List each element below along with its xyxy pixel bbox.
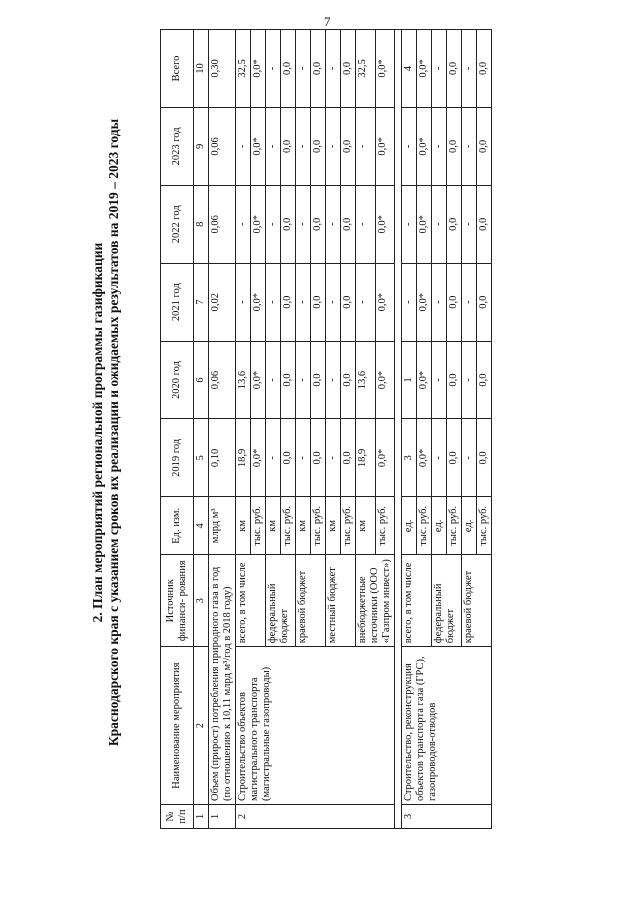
col-number: 10 (194, 30, 209, 108)
unit-cell: км (356, 497, 376, 555)
unit-cell: тыс. руб. (281, 497, 296, 555)
value-cell: - (266, 419, 281, 497)
value-cell: 0,0 (341, 263, 356, 341)
value-cell: 0,10 (209, 419, 236, 497)
header-2021: 2021 год (161, 263, 194, 341)
value-cell: 0,0* (417, 30, 432, 108)
header-unit: Ед. изм. (161, 497, 194, 555)
unit-cell: тыс. руб. (341, 497, 356, 555)
unit-cell: тыс. руб. (447, 497, 462, 555)
unit-cell: км (326, 497, 341, 555)
value-cell: 0,0 (447, 419, 462, 497)
value-cell: 0,0 (477, 107, 492, 185)
value-cell: 0,0* (251, 419, 266, 497)
row-separator (395, 30, 402, 829)
page-number: 7 (324, 14, 331, 29)
value-cell: 0,0 (281, 30, 296, 108)
unit-cell: тыс. руб. (251, 497, 266, 555)
row-number: 2 (236, 805, 395, 829)
value-cell: - (462, 30, 477, 108)
col-number: 6 (194, 341, 209, 419)
value-cell: - (356, 107, 376, 185)
value-cell: 0,30 (209, 30, 236, 108)
col-number: 9 (194, 107, 209, 185)
funding-source: всего, в том числе (402, 555, 432, 647)
value-cell: - (356, 185, 376, 263)
value-cell: 0,0* (251, 30, 266, 108)
value-cell: - (326, 419, 341, 497)
value-cell: - (432, 419, 447, 497)
funding-source: внебюджетные источники (ООО «Газпром инвест») (356, 555, 395, 647)
value-cell: 0,0 (281, 263, 296, 341)
row2-group (236, 30, 395, 829)
value-cell: 0,0* (375, 107, 395, 185)
value-cell: 18,9 (236, 419, 251, 497)
unit-cell: км (266, 497, 281, 555)
value-cell: 0,0 (341, 419, 356, 497)
value-cell: 0,0 (311, 263, 326, 341)
value-cell: - (432, 185, 447, 263)
document-title: 2. План мероприятий региональной программы газификации (90, 242, 105, 623)
value-cell: - (432, 30, 447, 108)
unit-cell: млрд м³ (209, 497, 236, 555)
col-number: 5 (194, 419, 209, 497)
value-cell: - (462, 107, 477, 185)
header-row (161, 30, 194, 829)
value-cell: - (266, 185, 281, 263)
value-cell: 0,0 (341, 185, 356, 263)
value-cell: 0,0 (281, 341, 296, 419)
unit-cell: тыс. руб. (477, 497, 492, 555)
value-cell: 0,0 (281, 107, 296, 185)
value-cell: - (402, 107, 417, 185)
value-cell: 0,0* (251, 263, 266, 341)
value-cell: 0,0 (447, 263, 462, 341)
value-cell: - (326, 30, 341, 108)
value-cell: 0,0* (375, 185, 395, 263)
unit-cell: ед. (462, 497, 477, 555)
value-cell: 0,0 (281, 419, 296, 497)
col-number: 1 (194, 805, 209, 829)
value-cell: - (266, 341, 281, 419)
value-cell: 0,0 (311, 185, 326, 263)
funding-source: краевой бюджет (296, 555, 326, 647)
funding-source: краевой бюджет (462, 555, 492, 647)
value-cell: 0,0 (341, 107, 356, 185)
header-name: Наименование мероприятия (161, 647, 194, 805)
value-cell: - (296, 419, 311, 497)
value-cell: 13,6 (236, 341, 251, 419)
col-number: 3 (194, 555, 209, 647)
funding-source: федеральный бюджет (266, 555, 296, 647)
col-number: 7 (194, 263, 209, 341)
value-cell: - (296, 263, 311, 341)
value-cell: - (326, 107, 341, 185)
header-2019: 2019 год (161, 419, 194, 497)
value-cell: 0,0* (417, 341, 432, 419)
value-cell: 0,0 (477, 185, 492, 263)
value-cell: - (296, 185, 311, 263)
measure-name: Строительство, реконструкция объектов транспорта газа (ГРС), газопроводов-отводов (402, 647, 492, 805)
value-cell: 0,0 (311, 107, 326, 185)
value-cell: - (236, 185, 251, 263)
header-source: Источник финанси- рования (161, 555, 194, 647)
value-cell: - (236, 107, 251, 185)
value-cell: 0,0* (417, 107, 432, 185)
value-cell: - (462, 341, 477, 419)
header-2023: 2023 год (161, 107, 194, 185)
row3-group (402, 30, 492, 829)
value-cell: - (462, 419, 477, 497)
col-number: 8 (194, 185, 209, 263)
value-cell: 0,0* (417, 263, 432, 341)
value-cell: 32,5 (356, 30, 376, 108)
value-cell: - (326, 185, 341, 263)
row-number: 3 (402, 805, 492, 829)
value-cell: 0,0 (477, 341, 492, 419)
value-cell: 0,0* (251, 341, 266, 419)
table-row (236, 30, 251, 829)
value-cell: 0,0* (417, 419, 432, 497)
funding-source: всего, в том числе (236, 555, 266, 647)
value-cell: 1 (402, 341, 417, 419)
value-cell: 0,0 (447, 341, 462, 419)
value-cell: 0,0 (447, 30, 462, 108)
value-cell: - (326, 263, 341, 341)
value-cell: 4 (402, 30, 417, 108)
measure-name: Объем (прирост) потребления природного газа в год (по отношению к 10,11 млрд м³/год в 2018 году) (209, 555, 236, 805)
header-total: Всего (161, 30, 194, 108)
value-cell: 0,0 (311, 30, 326, 108)
value-cell: 0,0* (375, 263, 395, 341)
value-cell: - (296, 30, 311, 108)
row-number: 1 (209, 805, 236, 829)
value-cell: 32,5 (236, 30, 251, 108)
funding-source: федеральный бюджет (432, 555, 462, 647)
header-2022: 2022 год (161, 185, 194, 263)
value-cell: 0,0 (341, 30, 356, 108)
table-row (402, 30, 417, 829)
value-cell: - (462, 185, 477, 263)
measure-name: Строительство объектов магистрального транспорта (магистральные газопроводы) (236, 647, 395, 805)
value-cell: - (402, 263, 417, 341)
value-cell: - (462, 263, 477, 341)
unit-cell: тыс. руб. (311, 497, 326, 555)
value-cell: 0,06 (209, 185, 236, 263)
value-cell: 0,0 (281, 185, 296, 263)
value-cell: - (402, 185, 417, 263)
unit-cell: км (236, 497, 251, 555)
value-cell: 0,0 (447, 107, 462, 185)
unit-cell: км (296, 497, 311, 555)
value-cell: 0,02 (209, 263, 236, 341)
value-cell: 0,0* (251, 185, 266, 263)
header-2020: 2020 год (161, 341, 194, 419)
value-cell: 13,6 (356, 341, 376, 419)
value-cell: - (356, 263, 376, 341)
col-number: 2 (194, 647, 209, 805)
table-row (209, 30, 236, 829)
value-cell: - (236, 263, 251, 341)
unit-cell: ед. (432, 497, 447, 555)
document-subtitle: Краснодарского края с указанием сроков их реализации и ожидаемых результатов на 2019 – 2023 годы (106, 118, 121, 747)
value-cell: 18,9 (356, 419, 376, 497)
value-cell: - (432, 107, 447, 185)
column-number-row (194, 30, 209, 829)
value-cell: - (296, 107, 311, 185)
value-cell: 0,06 (209, 107, 236, 185)
unit-cell: ед. (402, 497, 417, 555)
value-cell: 0,0 (477, 263, 492, 341)
value-cell: 0,0* (375, 30, 395, 108)
value-cell: - (432, 341, 447, 419)
plan-table (160, 29, 492, 829)
value-cell: 0,0* (375, 341, 395, 419)
value-cell: - (326, 341, 341, 419)
unit-cell: тыс. руб. (417, 497, 432, 555)
value-cell: - (266, 107, 281, 185)
value-cell: 0,0 (477, 30, 492, 108)
value-cell: 3 (402, 419, 417, 497)
value-cell: - (266, 263, 281, 341)
value-cell: 0,0* (417, 185, 432, 263)
value-cell: - (296, 341, 311, 419)
value-cell: 0,0 (311, 341, 326, 419)
funding-source: местный бюджет (326, 555, 356, 647)
value-cell: 0,0 (341, 341, 356, 419)
value-cell: 0,06 (209, 341, 236, 419)
value-cell: 0,0 (477, 419, 492, 497)
value-cell: - (432, 263, 447, 341)
value-cell: 0,0 (447, 185, 462, 263)
col-number: 4 (194, 497, 209, 555)
header-num: № п/п (161, 805, 194, 829)
value-cell: - (266, 30, 281, 108)
unit-cell: тыс. руб. (375, 497, 395, 555)
value-cell: 0,0* (375, 419, 395, 497)
value-cell: 0,0 (311, 419, 326, 497)
value-cell: 0,0* (251, 107, 266, 185)
